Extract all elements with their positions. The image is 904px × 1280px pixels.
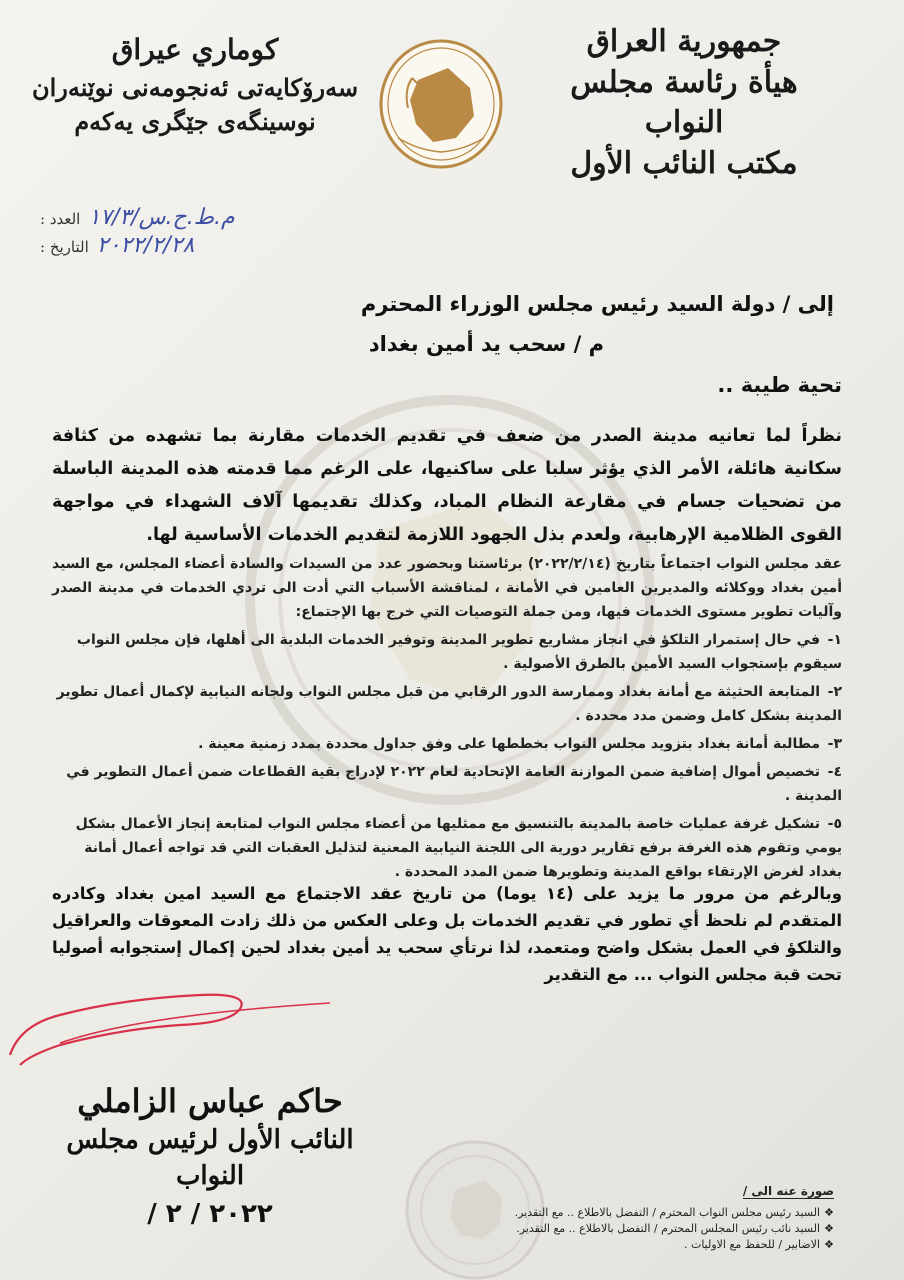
reference-block (40, 205, 360, 261)
copies-heading: صورة عنه الى / (742, 1184, 834, 1198)
reference-number-value: م.ط.ح.س/١٧/٣ (88, 205, 235, 230)
list-item-number: ٥- (827, 816, 842, 832)
copy-recipient (474, 1237, 834, 1253)
red-signature-scribble-icon (0, 985, 340, 1075)
list-item-number: ٢- (827, 684, 842, 700)
reference-number-row (40, 205, 360, 233)
reference-date-value: ٢٠٢٢/٢/٢٨ (96, 233, 195, 258)
diamond-bullet-icon: ❖ (824, 1238, 834, 1251)
list-item-number: ٤- (827, 764, 842, 780)
header-country: جمهورية العراق (586, 24, 782, 59)
header-left-country: كوماري عيراق (111, 33, 279, 66)
list-item-text: مطالبة أمانة بغداد بتزويد مجلس النواب بخططها على وفق جداول محددة بمدد زمنية معينة . (198, 736, 820, 752)
list-item-number: ٣- (827, 736, 842, 752)
list-item (52, 628, 842, 676)
copy-recipient-text: السيد رئيس مجلس النواب المحترم / التفضل بالاطلاع .. مع التقدير. (514, 1206, 820, 1219)
copy-recipient (474, 1221, 834, 1237)
header-right (534, 22, 834, 184)
list-item-text: في حال إستمرار التلكؤ في انجاز مشاريع تطوير المدينة وتوفير الخدمات البلدية الى أهلها، فإن مجلس النواب سيقوم بإستجواب السيد الأمين بالطرق الأصولية . (76, 632, 842, 672)
header-left-presidency: سەرۆکایەتی ئەنجومەنی نوێنەران (31, 72, 359, 102)
signatory-title: النائب الأول لرئيس مجلس النواب (66, 1125, 354, 1191)
reference-date-label: التاريخ : (40, 238, 89, 256)
body-paragraph-3: وبالرغم من مرور ما يزيد على (١٤ يوما) من تاريخ عقد الاجتماع مع السيد امين بغداد وكادره المتقدم لم نلحظ أي تطور في تقديم الخدمات بل وعلى العكس من ذلك زادت المعوقات والعراقيل والتلكؤ في العمل بشكل واضح ومتعمد، لذا نرتأي سحب يد أمين بغداد لحين إكمال إستجوابه أصوليا تحت قبة مجلس النواب ... مع التقدير (52, 884, 842, 984)
header-left (30, 30, 360, 140)
recipient-line: إلى / دولة السيد رئيس مجلس الوزراء المحترم (360, 292, 834, 316)
copy-recipient-text: السيد نائب رئيس المجلس المحترم / التفضل بالاطلاع .. مع التقدير. (516, 1222, 820, 1235)
list-item (52, 732, 842, 756)
body-paragraph-2: عقد مجلس النواب اجتماعاً بتاريخ (٢٠٢٢/٢/١٤) برئاستنا وبحضور عدد من السيدات والسادة أعضاء المجلس، مع السيد أمين بغداد ووكلائه والمديرين العامين في الأمانة ، لمناقشة الأسباب التي أدت الى تردي الخدمات في مدينة الصدر وآليات تطوير مستوى الخدمات فيها، ومن جملة التوصيات التي خرج بها الإجتماع: (52, 556, 843, 620)
recommendations-list (52, 628, 842, 888)
signature-block (40, 1080, 380, 1234)
subject-line: م / سحب يد أمين بغداد (368, 332, 604, 356)
copy-recipient-text: الاضابير / للحفظ مع الاوليات . (683, 1238, 820, 1251)
parliament-logo-icon (378, 38, 504, 170)
list-item (52, 760, 842, 808)
list-item-number: ١- (827, 632, 842, 648)
list-item (52, 680, 842, 728)
greeting: تحية طيبة .. (717, 373, 842, 397)
list-item-text: تشكيل غرفة عمليات خاصة بالمدينة بالتنسيق مع ممثليها من أعضاء مجلس النواب لمتابعة إنجاز الأعمال بشكل يومي وتقوم هذه الغرفة برفع تقارير دورية الى اللجنة النيابية المعنية لتذليل العقبات التي قد تواجه أعمال أمانة بغداد لغرض الإرتقاء بواقع المدينة وتطويرها ضمن المدد المحددة . (75, 816, 842, 880)
copies-block (474, 1180, 834, 1253)
body-paragraph-1: نظراً لما تعانيه مدينة الصدر من ضعف في تقديم الخدمات مقارنة بما تشهده من كثافة سكانية هائلة، الأمر الذي يؤثر سلبا على ساكنيها، على الرغم مما قدمته هذه المدينة الباسلة من تضحيات جسام في مقارعة النظام المباد، وكذلك تقديمها آلاف الشهداء في مواجهة القوى الظلامية الإرهابية، ولعدم بذل الجهود اللازمة لتقديم الخدمات الأساسية لها. (52, 426, 842, 545)
diamond-bullet-icon: ❖ (824, 1222, 834, 1235)
signature-date: ٢٠٢٢ / ٢ / (147, 1199, 273, 1229)
reference-number-label: العدد : (40, 210, 81, 228)
signatory-name: حاكم عباس الزاملي (77, 1082, 343, 1120)
list-item (52, 812, 842, 884)
list-item-text: تخصيص أموال إضافية ضمن الموازنة العامة الإتحادية لعام ٢٠٢٢ لإدراج بقية القطاعات ضمن أعمال التطوير في المدينة . (66, 764, 842, 804)
header-office: مكتب النائب الأول (570, 145, 798, 181)
header-presidency: هيأة رئاسة مجلس النواب (570, 64, 798, 140)
reference-date-row (40, 233, 360, 261)
header-left-office: نوسینگەی جێگری یەکەم (74, 107, 316, 137)
diamond-bullet-icon: ❖ (824, 1206, 834, 1219)
list-item-text: المتابعة الحثيثة مع أمانة بغداد وممارسة الدور الرقابي من قبل مجلس النواب ولجانه النيابية لإكمال أعمال تطوير المدينة بشكل كامل وضمن مدد محددة . (56, 684, 842, 724)
copy-recipient (474, 1205, 834, 1221)
